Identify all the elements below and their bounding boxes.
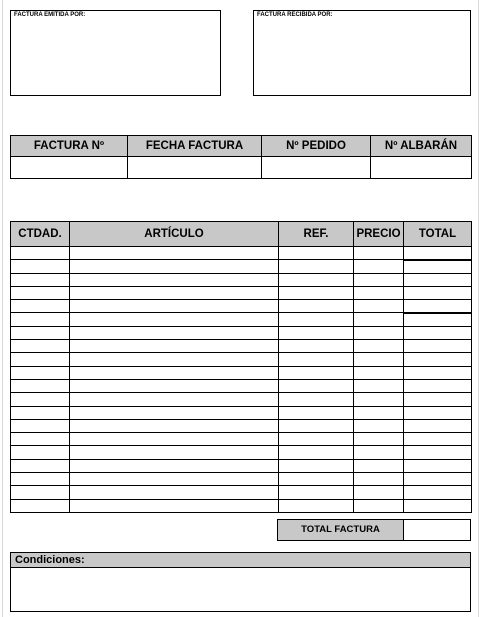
article-cell[interactable] bbox=[70, 366, 279, 379]
table-row bbox=[11, 419, 472, 432]
article-cell[interactable] bbox=[70, 486, 279, 499]
ref-cell[interactable] bbox=[279, 406, 354, 419]
price-cell[interactable] bbox=[354, 326, 404, 339]
article-cell[interactable] bbox=[70, 247, 279, 260]
total-cell[interactable] bbox=[404, 473, 472, 486]
total-cell[interactable] bbox=[404, 326, 472, 339]
table-row bbox=[11, 300, 472, 313]
price-cell[interactable] bbox=[354, 499, 404, 512]
qty-cell[interactable] bbox=[11, 393, 70, 406]
total-cell[interactable] bbox=[404, 353, 472, 366]
article-cell[interactable] bbox=[70, 446, 279, 459]
ref-cell[interactable] bbox=[279, 366, 354, 379]
table-row bbox=[11, 473, 472, 486]
ref-cell[interactable] bbox=[279, 433, 354, 446]
conditions-label: Condiciones: bbox=[11, 553, 470, 568]
total-factura-field[interactable] bbox=[403, 519, 471, 541]
qty-cell[interactable] bbox=[11, 499, 70, 512]
price-cell[interactable] bbox=[354, 379, 404, 392]
header-ref: REF. bbox=[279, 222, 354, 247]
ref-cell[interactable] bbox=[279, 247, 354, 260]
albaran-no-field[interactable] bbox=[371, 157, 472, 179]
header-cantidad: CTDAD. bbox=[11, 222, 70, 247]
header-precio: PRECIO bbox=[354, 222, 404, 247]
price-cell[interactable] bbox=[354, 340, 404, 353]
article-cell[interactable] bbox=[70, 326, 279, 339]
table-row bbox=[11, 459, 472, 472]
page-edge-left bbox=[2, 0, 3, 617]
table-row bbox=[11, 406, 472, 419]
ref-cell[interactable] bbox=[279, 459, 354, 472]
article-cell[interactable] bbox=[70, 273, 279, 286]
table-row bbox=[11, 247, 472, 260]
price-cell[interactable] bbox=[354, 393, 404, 406]
total-cell[interactable] bbox=[404, 286, 472, 299]
recipient-box bbox=[253, 10, 471, 96]
ref-cell[interactable] bbox=[279, 353, 354, 366]
items-table bbox=[10, 221, 472, 513]
qty-cell[interactable] bbox=[11, 433, 70, 446]
article-cell[interactable] bbox=[70, 300, 279, 313]
table-row bbox=[11, 433, 472, 446]
ref-cell[interactable] bbox=[279, 313, 354, 326]
qty-cell[interactable] bbox=[11, 486, 70, 499]
header-albaran-no: Nº ALBARÁN bbox=[371, 136, 472, 157]
header-total: TOTAL bbox=[404, 222, 472, 247]
price-cell[interactable] bbox=[354, 366, 404, 379]
ref-cell[interactable] bbox=[279, 499, 354, 512]
issuer-label: FACTURA EMITIDA POR: bbox=[14, 12, 86, 18]
total-cell[interactable] bbox=[404, 419, 472, 432]
article-cell[interactable] bbox=[70, 313, 279, 326]
pedido-no-field[interactable] bbox=[262, 157, 371, 179]
total-cell[interactable] bbox=[404, 459, 472, 472]
article-cell[interactable] bbox=[70, 459, 279, 472]
article-cell[interactable] bbox=[70, 260, 279, 273]
qty-cell[interactable] bbox=[11, 260, 70, 273]
price-cell[interactable] bbox=[354, 406, 404, 419]
ref-cell[interactable] bbox=[279, 286, 354, 299]
qty-cell[interactable] bbox=[11, 300, 70, 313]
page-edge-right bbox=[478, 0, 479, 617]
table-row bbox=[11, 379, 472, 392]
ref-cell[interactable] bbox=[279, 260, 354, 273]
qty-cell[interactable] bbox=[11, 326, 70, 339]
qty-cell[interactable] bbox=[11, 459, 70, 472]
table-row bbox=[11, 326, 472, 339]
total-cell[interactable] bbox=[404, 393, 472, 406]
ref-cell[interactable] bbox=[279, 326, 354, 339]
table-row bbox=[11, 340, 472, 353]
qty-cell[interactable] bbox=[11, 446, 70, 459]
qty-cell[interactable] bbox=[11, 406, 70, 419]
qty-cell[interactable] bbox=[11, 366, 70, 379]
header-factura-no: FACTURA Nº bbox=[11, 136, 128, 157]
article-cell[interactable] bbox=[70, 286, 279, 299]
ref-cell[interactable] bbox=[279, 273, 354, 286]
table-row bbox=[11, 393, 472, 406]
article-cell[interactable] bbox=[70, 433, 279, 446]
recipient-label: FACTURA RECIBIDA POR: bbox=[257, 12, 333, 18]
qty-cell[interactable] bbox=[11, 379, 70, 392]
price-cell[interactable] bbox=[354, 459, 404, 472]
article-cell[interactable] bbox=[70, 379, 279, 392]
qty-cell[interactable] bbox=[11, 286, 70, 299]
total-cell[interactable] bbox=[404, 433, 472, 446]
price-cell[interactable] bbox=[354, 353, 404, 366]
table-row bbox=[11, 260, 472, 273]
total-cell[interactable] bbox=[404, 366, 472, 379]
table-row bbox=[11, 313, 472, 326]
article-cell[interactable] bbox=[70, 499, 279, 512]
qty-cell[interactable] bbox=[11, 353, 70, 366]
table-row bbox=[11, 486, 472, 499]
fecha-factura-field[interactable] bbox=[128, 157, 262, 179]
table-row bbox=[11, 353, 472, 366]
conditions-box[interactable] bbox=[10, 552, 471, 612]
article-cell[interactable] bbox=[70, 353, 279, 366]
ref-cell[interactable] bbox=[279, 300, 354, 313]
issuer-box bbox=[10, 10, 221, 96]
price-cell[interactable] bbox=[354, 486, 404, 499]
price-cell[interactable] bbox=[354, 473, 404, 486]
price-cell[interactable] bbox=[354, 419, 404, 432]
total-cell[interactable] bbox=[404, 273, 472, 286]
total-cell[interactable] bbox=[404, 247, 472, 260]
table-row bbox=[11, 446, 472, 459]
price-cell[interactable] bbox=[354, 273, 404, 286]
article-cell[interactable] bbox=[70, 393, 279, 406]
article-cell[interactable] bbox=[70, 406, 279, 419]
total-cell[interactable] bbox=[404, 406, 472, 419]
header-fecha-factura: FECHA FACTURA bbox=[128, 136, 262, 157]
total-cell[interactable] bbox=[404, 260, 472, 273]
table-row bbox=[11, 273, 472, 286]
qty-cell[interactable] bbox=[11, 340, 70, 353]
qty-cell[interactable] bbox=[11, 473, 70, 486]
invoice-info-table bbox=[10, 135, 472, 179]
table-row bbox=[11, 499, 472, 512]
qty-cell[interactable] bbox=[11, 273, 70, 286]
price-cell[interactable] bbox=[354, 260, 404, 273]
ref-cell[interactable] bbox=[279, 446, 354, 459]
qty-cell[interactable] bbox=[11, 247, 70, 260]
article-cell[interactable] bbox=[70, 473, 279, 486]
table-row bbox=[11, 286, 472, 299]
ref-cell[interactable] bbox=[279, 340, 354, 353]
price-cell[interactable] bbox=[354, 433, 404, 446]
ref-cell[interactable] bbox=[279, 379, 354, 392]
table-row bbox=[11, 366, 472, 379]
price-cell[interactable] bbox=[354, 313, 404, 326]
total-cell[interactable] bbox=[404, 313, 472, 326]
factura-no-field[interactable] bbox=[11, 157, 128, 179]
article-cell[interactable] bbox=[70, 419, 279, 432]
ref-cell[interactable] bbox=[279, 393, 354, 406]
price-cell[interactable] bbox=[354, 300, 404, 313]
total-cell[interactable] bbox=[404, 379, 472, 392]
price-cell[interactable] bbox=[354, 446, 404, 459]
price-cell[interactable] bbox=[354, 286, 404, 299]
total-cell[interactable] bbox=[404, 486, 472, 499]
ref-cell[interactable] bbox=[279, 419, 354, 432]
header-articulo: ARTÍCULO bbox=[70, 222, 279, 247]
total-cell[interactable] bbox=[404, 499, 472, 512]
total-factura-label: TOTAL FACTURA bbox=[277, 519, 404, 541]
article-cell[interactable] bbox=[70, 340, 279, 353]
price-cell[interactable] bbox=[354, 247, 404, 260]
header-pedido-no: Nº PEDIDO bbox=[262, 136, 371, 157]
total-cell[interactable] bbox=[404, 300, 472, 313]
qty-cell[interactable] bbox=[11, 313, 70, 326]
ref-cell[interactable] bbox=[279, 473, 354, 486]
qty-cell[interactable] bbox=[11, 419, 70, 432]
total-cell[interactable] bbox=[404, 340, 472, 353]
total-cell[interactable] bbox=[404, 446, 472, 459]
ref-cell[interactable] bbox=[279, 486, 354, 499]
